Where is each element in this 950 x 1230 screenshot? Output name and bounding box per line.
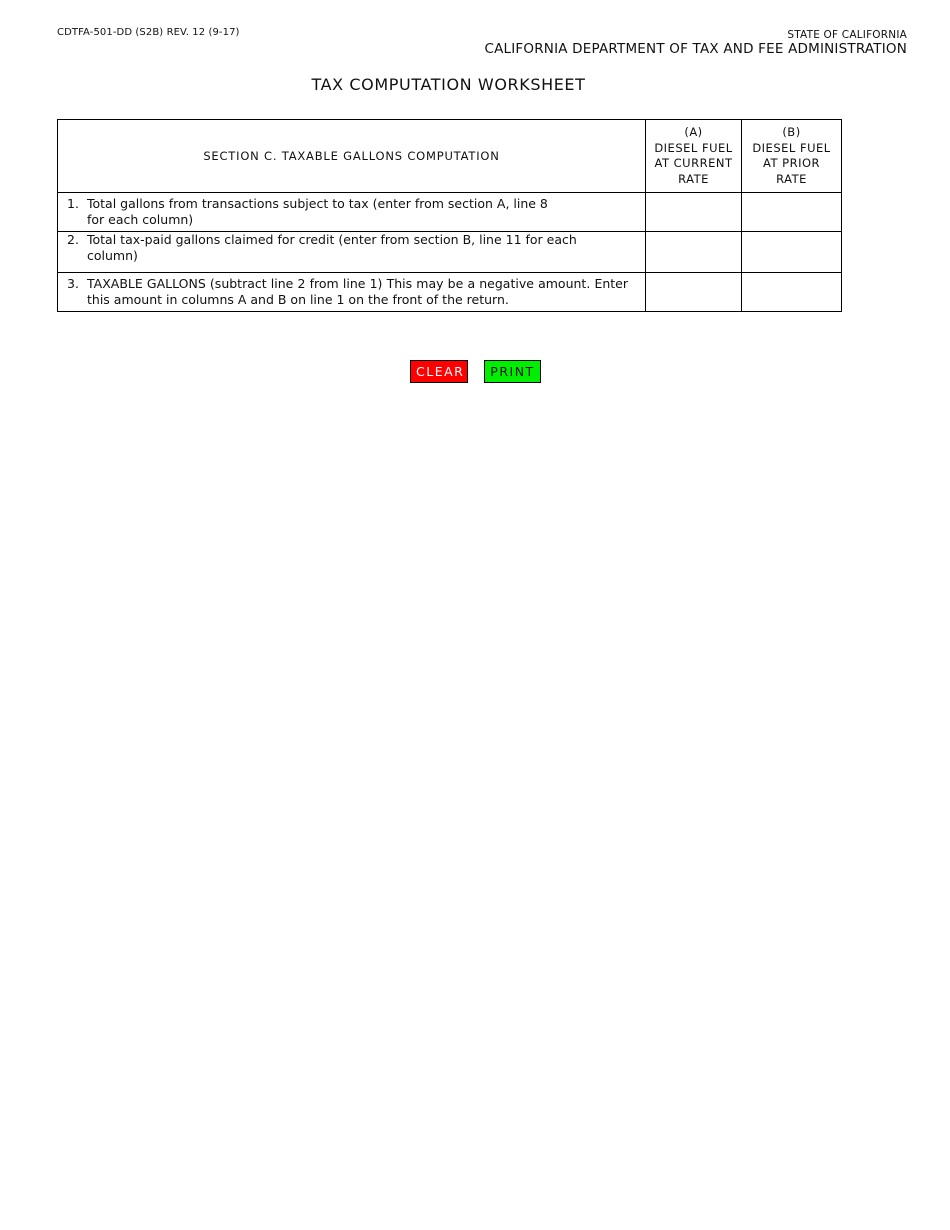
table-row [58,232,842,273]
table-row [58,193,842,232]
line-1-column-a-field[interactable] [646,193,742,232]
table-header-row [58,120,842,193]
line-2-description [58,232,646,273]
line-2-number: 2. [67,232,79,247]
line-1-column-b-field[interactable] [742,193,842,232]
column-a-line1: DIESEL FUEL [654,140,733,155]
line-2-column-a-field[interactable] [646,232,742,273]
column-a-letter: (A) [684,125,703,139]
line-3-text: TAXABLE GALLONS (subtract line 2 from line 1) This may be a negative amount. Enter this amount in columns A and B on line 1 on the front of the return. [87,276,628,307]
page-title: TAX COMPUTATION WORKSHEET [311,75,586,94]
line-3-number: 3. [67,276,79,291]
clear-button[interactable]: CLEAR [410,360,468,383]
line-1-text-cont: for each column) [87,212,194,227]
column-a-line3: RATE [678,171,709,186]
state-label: STATE OF CALIFORNIA [787,29,907,41]
table-row [58,273,842,312]
column-b-letter: (B) [782,125,801,139]
form-id: CDTFA-501-DD (S2B) REV. 12 (9-17) [57,27,240,38]
column-b-line3: RATE [776,171,807,186]
line-1-number: 1. [67,196,79,211]
line-3-column-a-field[interactable] [646,273,742,312]
line-2-column-b-field[interactable] [742,232,842,273]
action-buttons [410,360,541,383]
line-1-description [58,193,646,232]
line-1-text: Total gallons from transactions subject to tax (enter from section A, line 8 [87,196,548,211]
column-b-line1: DIESEL FUEL [752,140,831,155]
column-b-header [742,120,842,193]
column-a-header [646,120,742,193]
section-title: SECTION C. TAXABLE GALLONS COMPUTATION [58,120,646,193]
column-b-line2: AT PRIOR [762,156,820,170]
line-3-column-b-field[interactable] [742,273,842,312]
column-a-line2: AT CURRENT [654,156,733,170]
agency-name: CALIFORNIA DEPARTMENT OF TAX AND FEE ADMINISTRATION [484,41,907,57]
print-button[interactable]: PRINT [484,360,541,383]
worksheet-table [57,119,842,312]
line-3-description [58,273,646,312]
line-2-text: Total tax-paid gallons claimed for credit (enter from section B, line 11 for each column) [87,232,577,263]
